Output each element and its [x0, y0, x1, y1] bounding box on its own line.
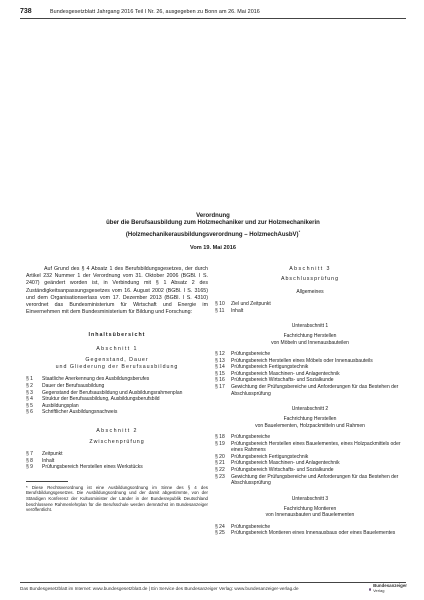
list-item	[215, 351, 405, 358]
paragraph-title: Prüfungsbereich Montieren eines Innenausbaus oder eines Bauelementes	[231, 530, 396, 537]
paragraph-number: § 12	[215, 351, 225, 357]
page-number: 738	[20, 8, 32, 15]
list-item	[215, 301, 405, 308]
paragraph-number: § 10	[215, 301, 225, 307]
logo-line-1: Bundesanzeiger	[373, 583, 407, 589]
subsection-3-label: Unterabschnitt 3	[291, 495, 329, 502]
subsection-2-title-cont: von Bauelementen, Holzpackmitteln und Rahmen	[255, 422, 365, 429]
list-item	[215, 308, 405, 315]
section-1-list	[26, 376, 208, 416]
subsection-1-list	[215, 351, 405, 397]
general-subheading: Allgemeines	[296, 289, 324, 295]
paragraph-title: Prüfungsbereich Maschinen- und Anlagentechnik	[231, 370, 340, 377]
list-item	[26, 458, 208, 465]
paragraph-number: § 8	[26, 457, 33, 464]
section-3-label: Abschnitt 3	[289, 266, 331, 272]
paragraph-title: Gewichtung der Prüfungsbereiche und Anforderungen für das Bestehen der Abschlussprüfung	[231, 473, 399, 487]
paragraph-number: § 1	[26, 376, 33, 383]
paragraph-number: § 23	[215, 473, 225, 480]
header-rule	[20, 18, 406, 19]
subsection-3-title: Fachrichtung Montieren	[283, 505, 337, 512]
footnote: * Diese Rechtsverordnung ist eine Ausbildungsordnung im Sinne des § 4 des Berufsbildungsgesetzes. Die Ausbildungsordnung und der damit abgestimmte, von der Ständigen Konferenz der Kultusminister der Länder in der Bundesrepublik Deutschland beschlossene Rahmenlehrplan für die Berufsschule werden demnächst im Bundesanzeiger veröffentlicht.	[26, 484, 208, 513]
paragraph-number: § 15	[215, 370, 225, 377]
list-item	[215, 441, 405, 454]
paragraph-number: § 14	[215, 364, 225, 371]
general-list	[215, 301, 405, 314]
paragraph-title: Inhalt	[42, 457, 55, 464]
list-item	[215, 364, 405, 371]
title-line-2: über die Berufsausbildung zum Holzmechaniker und zur Holzmechanikerin	[106, 220, 320, 227]
paragraph-number: § 7	[26, 450, 33, 457]
subsection-3-list	[215, 524, 405, 537]
paragraph-number: § 19	[215, 440, 225, 447]
paragraph-title: Prüfungsbereich Wirtschafts- und Sozialkunde	[231, 377, 334, 384]
section-3-title: Abschlussprüfung	[280, 276, 340, 282]
paragraph-title: Prüfungsbereiche	[231, 523, 271, 530]
left-column	[26, 266, 208, 513]
paragraph-number: § 4	[26, 396, 33, 403]
list-item	[215, 358, 405, 365]
list-item	[215, 467, 405, 474]
paragraph-number: § 16	[215, 377, 225, 384]
paragraph-title: Ausbildungsplan	[42, 402, 79, 409]
bundesanzeiger-logo-icon	[369, 584, 371, 595]
logo-line-2: Verlag	[373, 588, 385, 593]
paragraph-title: Dauer der Berufsausbildung	[42, 383, 105, 390]
subsection-1-title: Fachrichtung Herstellen	[283, 333, 337, 340]
list-item	[26, 403, 208, 410]
section-1-title: Gegenstand, Dauer	[85, 357, 149, 364]
paragraph-title: Prüfungsbereich Maschinen- und Anlagentechnik	[231, 460, 340, 467]
list-item	[26, 390, 208, 397]
paragraph-title: Prüfungsbereich Wirtschafts- und Sozialkunde	[231, 466, 334, 473]
title-line-3	[20, 228, 406, 239]
paragraph-number: § 18	[215, 433, 225, 440]
list-item	[26, 383, 208, 390]
paragraph-title: Prüfungsbereich Herstellen eines Bauelementes, eines Holzpackmittels oder eines Rahmens	[231, 440, 401, 454]
preamble: Auf Grund des § 4 Absatz 1 des Berufsbildungsgesetzes, der durch Artikel 232 Nummer 1 der Verordnung vom 31. Oktober 2006 (BGBl. I S. 2407) geändert worden ist, in Verbindung mit § 1 Absatz 2 des Zuständigkeitsanpassungsgesetzes vom 16. August 2002 (BGBl. I S. 3165) und dem Organisationserlass vom 17. Dezember 2013 (BGBl. I S. 4310) verordnet das Bundesministerium für Wirtschaft und Energie im Einvernehmen mit dem Bundesministerium für Bildung und Forschung:	[26, 266, 208, 316]
footer-rule	[20, 582, 406, 583]
subsection-2-title: Fachrichtung Herstellen	[283, 416, 337, 423]
running-title: Bundesgesetzblatt Jahrgang 2016 Teil I Nr. 26, ausgegeben zu Bonn am 26. Mai 2016	[50, 9, 260, 15]
paragraph-title: Prüfungsbereich Fertigungstechnik	[231, 453, 309, 460]
right-column	[215, 266, 405, 537]
paragraph-number: § 13	[215, 357, 225, 364]
paragraph-number: § 9	[26, 464, 33, 471]
paragraph-number: § 22	[215, 466, 225, 473]
paragraph-number: § 25	[215, 530, 225, 537]
paragraph-number: § 6	[26, 409, 33, 416]
paragraph-title: Ziel und Zeitpunkt	[231, 301, 271, 307]
section-1-label: Abschnitt 1	[96, 346, 138, 353]
list-item	[215, 377, 405, 384]
subsection-1-label: Unterabschnitt 1	[291, 323, 329, 330]
section-2-list	[26, 451, 208, 471]
section-2-title: Zwischenprüfung	[89, 438, 145, 445]
paragraph-title: Gegenstand der Berufsausbildung und Ausbildungsrahmenplan	[42, 389, 183, 396]
logo-wordmark	[373, 584, 407, 593]
list-item	[26, 376, 208, 383]
paragraph-number: § 11	[215, 307, 225, 314]
subsection-2-label: Unterabschnitt 2	[291, 406, 329, 413]
publisher-logo	[369, 582, 407, 596]
list-item	[26, 451, 208, 458]
list-item	[26, 464, 208, 471]
list-item	[215, 524, 405, 531]
paragraph-title: Prüfungsbereich Herstellen eines Möbels oder Innenausbauteils	[231, 357, 373, 364]
paragraph-title: Prüfungsbereich Fertigungstechnik	[231, 364, 309, 371]
paragraph-number: § 17	[215, 383, 225, 390]
ordinance-title	[20, 213, 406, 239]
paragraph-number: § 2	[26, 383, 33, 390]
list-item	[215, 384, 405, 397]
paragraph-number: § 21	[215, 460, 225, 467]
paragraph-title: Schriftlicher Ausbildungsnachweis	[42, 409, 118, 416]
paragraph-number: § 3	[26, 389, 33, 396]
toc-heading: Inhaltsübersicht	[88, 332, 146, 339]
section-1-title-cont: und Gliederung der Berufsausbildung	[55, 364, 179, 371]
paragraph-number: § 5	[26, 402, 33, 409]
paragraph-title: Prüfungsbereich Herstellen eines Werkstücks	[42, 464, 143, 471]
title-short: (Holzmechanikerausbildungsverordnung – HolzmechAusbV)	[125, 231, 299, 238]
paragraph-title: Prüfungsbereiche	[231, 351, 271, 357]
subsection-3-title-cont: von Innenausbauten und Bauelementen	[265, 512, 355, 519]
paragraph-number: § 20	[215, 453, 225, 460]
list-item	[215, 460, 405, 467]
list-item	[215, 371, 405, 378]
ordinance-date: Vom 19. Mai 2016	[190, 245, 236, 251]
section-2-label: Abschnitt 2	[96, 427, 138, 434]
paragraph-title: Zeitpunkt	[42, 450, 63, 457]
footnote-marker: *	[298, 228, 301, 234]
subsection-1-title-cont: von Möbeln und Innenausbauteilen	[271, 339, 349, 346]
paragraph-number: § 24	[215, 523, 225, 530]
list-item	[215, 474, 405, 487]
footer-text: Das Bundesgesetzblatt im Internet: www.bundesgesetzblatt.de | Ein Service des Bundesanzeiger Verlag: www.bundesanzeiger-verlag.de	[20, 586, 299, 591]
list-item	[26, 396, 208, 403]
spacer	[26, 416, 208, 428]
title-line-1: Verordnung	[196, 213, 230, 219]
list-item	[215, 530, 405, 537]
list-item	[215, 434, 405, 441]
paragraph-title: Struktur der Berufsausbildung, Ausbildungsberufsbild	[42, 396, 160, 403]
subsection-2-list	[215, 434, 405, 487]
footnote-rule	[26, 481, 68, 482]
list-item	[215, 454, 405, 461]
list-item	[26, 409, 208, 416]
paragraph-title: Staatliche Anerkennung des Ausbildungsberufes	[42, 376, 150, 383]
paragraph-title: Gewichtung der Prüfungsbereiche und Anforderungen für das Bestehen der Abschlussprüfung	[231, 383, 399, 397]
paragraph-title: Inhalt	[231, 307, 244, 314]
paragraph-title: Prüfungsbereiche	[231, 433, 271, 440]
